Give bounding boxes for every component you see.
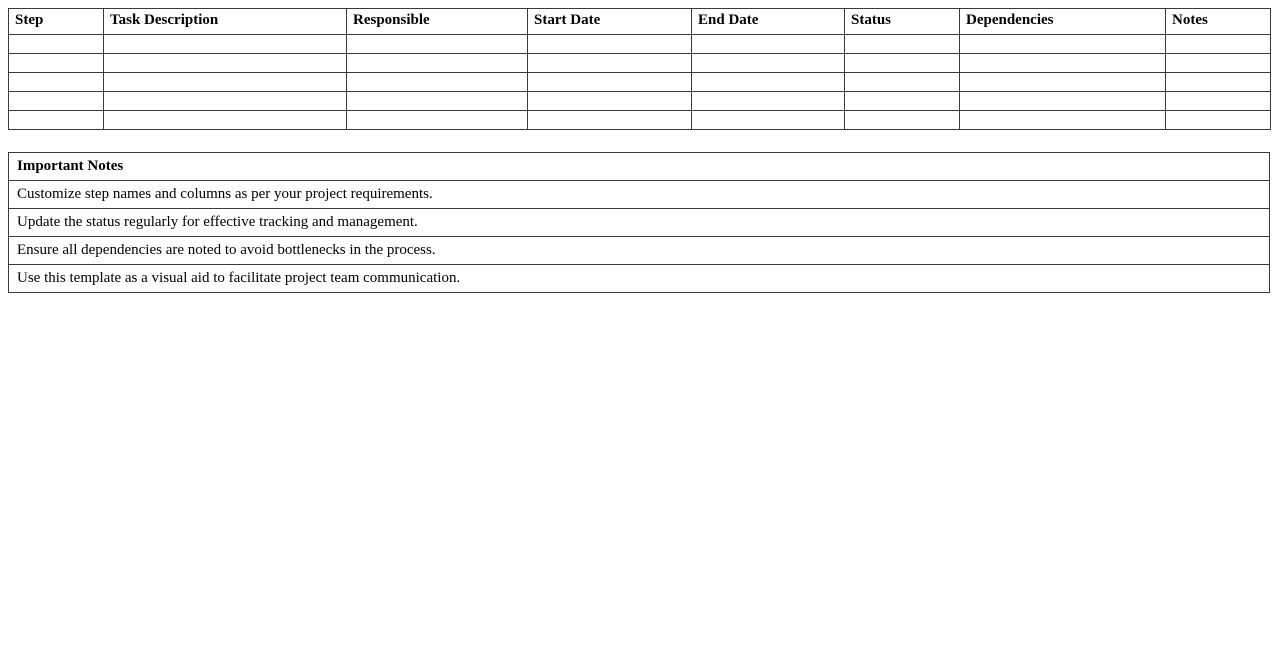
list-item [9,209,1270,237]
cell-start-date[interactable] [528,54,692,73]
task-table-header-row [9,9,1271,35]
cell-responsible[interactable] [347,54,528,73]
table-row [9,92,1271,111]
list-item [9,181,1270,209]
cell-end-date[interactable] [692,35,845,54]
column-header-dependencies: Dependencies [960,9,1166,35]
document-page [0,0,1278,293]
cell-status[interactable] [845,73,960,92]
cell-dependencies[interactable] [960,92,1166,111]
cell-dependencies[interactable] [960,111,1166,130]
notes-header-label: Important Notes [9,153,1270,181]
cell-step[interactable] [9,92,104,111]
table-row [9,111,1271,130]
cell-status[interactable] [845,54,960,73]
column-header-start-date: Start Date [528,9,692,35]
cell-end-date[interactable] [692,73,845,92]
list-item [9,237,1270,265]
note-item-text: Update the status regularly for effective tracking and management. [9,209,1270,237]
list-item [9,265,1270,293]
cell-task-description[interactable] [104,111,347,130]
cell-responsible[interactable] [347,92,528,111]
column-header-responsible: Responsible [347,9,528,35]
cell-notes[interactable] [1166,73,1271,92]
cell-start-date[interactable] [528,35,692,54]
cell-responsible[interactable] [347,73,528,92]
cell-notes[interactable] [1166,35,1271,54]
cell-step[interactable] [9,54,104,73]
notes-header-row [9,153,1270,181]
table-row [9,54,1271,73]
cell-responsible[interactable] [347,35,528,54]
table-row [9,73,1271,92]
cell-start-date[interactable] [528,73,692,92]
cell-end-date[interactable] [692,54,845,73]
note-item-text: Customize step names and columns as per your project requirements. [9,181,1270,209]
cell-end-date[interactable] [692,92,845,111]
important-notes-table [8,152,1270,293]
cell-start-date[interactable] [528,111,692,130]
cell-dependencies[interactable] [960,35,1166,54]
cell-task-description[interactable] [104,54,347,73]
cell-end-date[interactable] [692,111,845,130]
cell-step[interactable] [9,35,104,54]
table-row [9,35,1271,54]
column-header-step: Step [9,9,104,35]
task-table [8,8,1271,130]
cell-dependencies[interactable] [960,73,1166,92]
column-header-task-description: Task Description [104,9,347,35]
cell-dependencies[interactable] [960,54,1166,73]
table-spacer [8,130,1270,152]
cell-step[interactable] [9,111,104,130]
column-header-status: Status [845,9,960,35]
cell-status[interactable] [845,92,960,111]
cell-task-description[interactable] [104,35,347,54]
note-item-text: Ensure all dependencies are noted to avoid bottlenecks in the process. [9,237,1270,265]
cell-responsible[interactable] [347,111,528,130]
cell-task-description[interactable] [104,73,347,92]
cell-notes[interactable] [1166,54,1271,73]
cell-status[interactable] [845,35,960,54]
column-header-end-date: End Date [692,9,845,35]
cell-step[interactable] [9,73,104,92]
column-header-notes: Notes [1166,9,1271,35]
cell-task-description[interactable] [104,92,347,111]
note-item-text: Use this template as a visual aid to facilitate project team communication. [9,265,1270,293]
cell-start-date[interactable] [528,92,692,111]
cell-notes[interactable] [1166,111,1271,130]
cell-notes[interactable] [1166,92,1271,111]
cell-status[interactable] [845,111,960,130]
